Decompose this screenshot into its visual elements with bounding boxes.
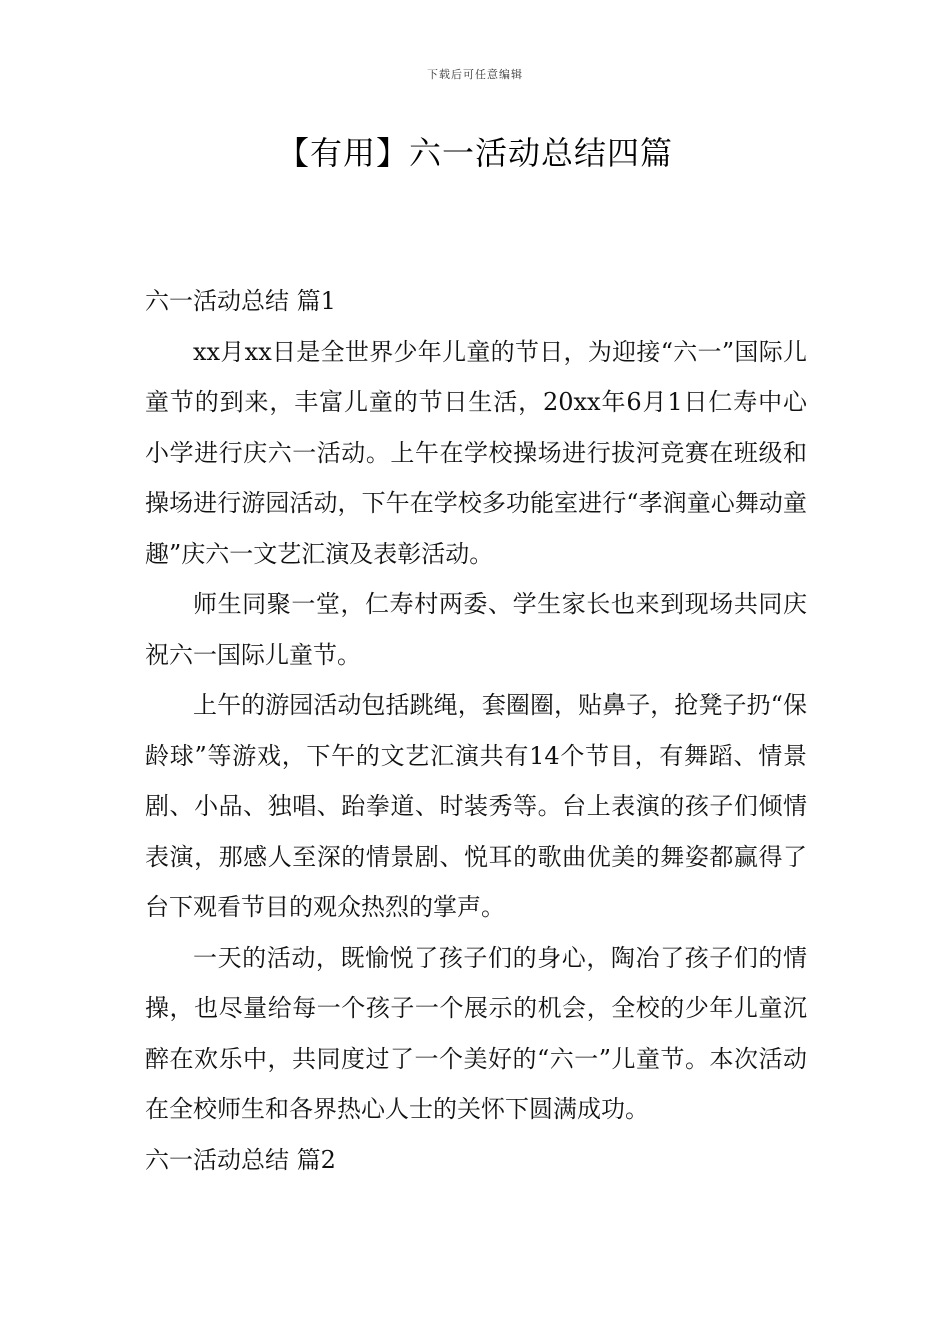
document-title: 【有用】六一活动总结四篇 — [276, 134, 673, 172]
header-note: 下载后可任意编辑 — [427, 68, 523, 81]
paragraph: 师生同聚一堂，仁寿村两委、学生家长也来到现场共同庆祝六一国际儿童节。 — [145, 590, 807, 669]
paragraph: 上午的游园活动包括跳绳，套圈圈，贴鼻子，抢凳子扔“保龄球”等游戏，下午的文艺汇演共有14个节目，有舞蹈、情景剧、小品、独唱、跆拳道、时装秀等。台上表演的孩子们倾情表演，那感人至深的情景剧、悦耳的歌曲优美的舞姿都赢得了台下观看节目的观众热烈的掌声。 — [145, 691, 807, 921]
document-body — [145, 276, 807, 1185]
section-heading-2: 六一活动总结 篇2 — [145, 1145, 336, 1174]
section-heading-1: 六一活动总结 篇1 — [145, 287, 336, 315]
paragraph: 一天的活动，既愉悦了孩子们的身心，陶冶了孩子们的情操，也尽量给每一个孩子一个展示的机会，全校的少年儿童沉醉在欢乐中，共同度过了一个美好的“六一”儿童节。本次活动在全校师生和各界热心人士的关怀下圆满成功。 — [145, 943, 807, 1123]
paragraph: xx月xx日是全世界少年儿童的节日，为迎接“六一”国际儿童节的到来，丰富儿童的节日生活，20xx年6月1日仁寿中心小学进行庆六一活动。上午在学校操场进行拔河竞赛在班级和操场进行游园活动，下午在学校多功能室进行“孝润童心舞动童趣”庆六一文艺汇演及表彰活动。 — [145, 337, 807, 568]
